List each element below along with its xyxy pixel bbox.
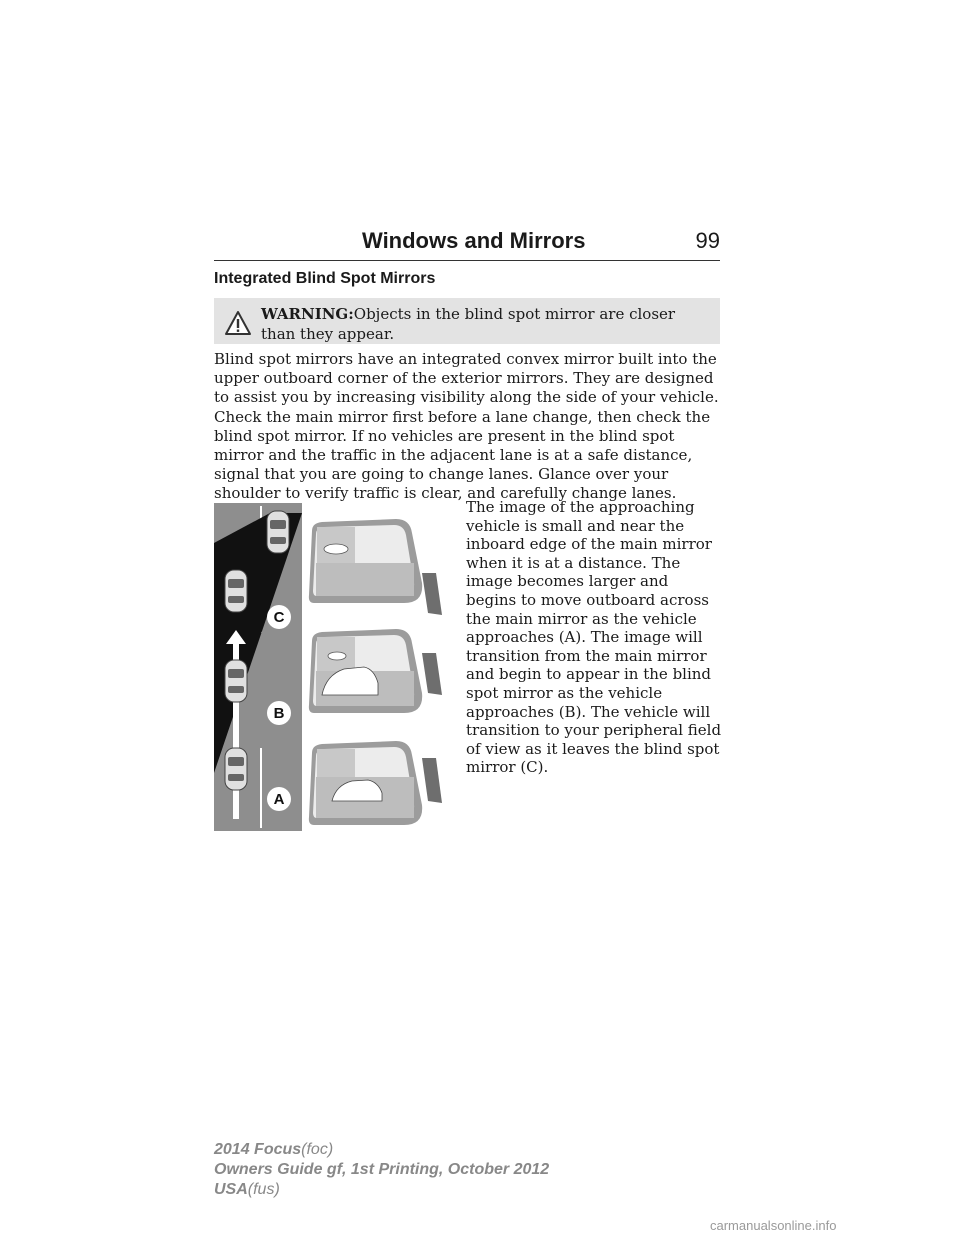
blind-spot-mirror-illustration [214, 503, 452, 836]
page-header-title: Windows and Mirrors [362, 228, 586, 253]
car-a-icon [225, 748, 247, 790]
svg-text:B: B [273, 705, 285, 722]
footer-model-line [214, 1140, 333, 1160]
watermark: carmanualsonline.info [710, 1218, 837, 1233]
warning-box [214, 298, 720, 344]
mirror-view-c [309, 519, 442, 615]
footer-model-code: (foc) [301, 1141, 334, 1158]
mirror-view-b [309, 629, 442, 713]
warning-text [261, 304, 713, 344]
paragraph-intro: Blind spot mirrors have an integrated convex mirror built into the upper outboard corner of the exterior mirrors. They are designed to assist you by increasing visibility along the side of your vehicle. [214, 350, 719, 406]
warning-label: WARNING: [261, 305, 354, 323]
footer-printing-line: Owners Guide gf, 1st Printing, October 2012 [214, 1161, 550, 1178]
label-a-badge [267, 787, 291, 811]
label-c-badge [267, 605, 291, 629]
header-divider [214, 260, 720, 261]
label-b-badge [267, 701, 291, 725]
mirror-view-a [309, 741, 442, 825]
paragraph-check-mirrors: Check the main mirror first before a lane change, then check the blind spot mirror. If no vehicles are present in the blind spot mirror and the traffic in the adjacent lane is at a safe distance, signal that you are going to change lanes. Glance over your shoulder to verify traffic is clear, and carefully change lanes. [214, 408, 711, 502]
warning-message: Objects in the blind spot mirror are closer than they appear. [261, 305, 676, 343]
warning-triangle-icon [224, 310, 252, 336]
footer-market-code: (fus) [247, 1181, 280, 1198]
footer-market: USA [214, 1181, 248, 1198]
car-c-icon [267, 511, 289, 553]
car-ego-icon [225, 570, 247, 612]
footer-model: 2014 Focus [214, 1141, 302, 1158]
section-heading: Integrated Blind Spot Mirrors [214, 270, 436, 287]
svg-text:A: A [273, 791, 285, 808]
footer-market-line [214, 1180, 280, 1200]
car-b-icon [225, 660, 247, 702]
side-paragraph-mirror-transition: The image of the approaching vehicle is small and near the inboard edge of the main mirror when it is at a distance. The image becomes larger and begins to move outboard across the main mirror as the vehicle approaches (A). The image will transition from the main mirror and begin to appear in the blind spot mirror as the vehicle approaches (B). The vehicle will transition to your peripheral field of view as it leaves the blind spot mirror (C). [466, 498, 722, 777]
svg-text:C: C [273, 609, 285, 626]
page-number: 99 [695, 228, 720, 253]
